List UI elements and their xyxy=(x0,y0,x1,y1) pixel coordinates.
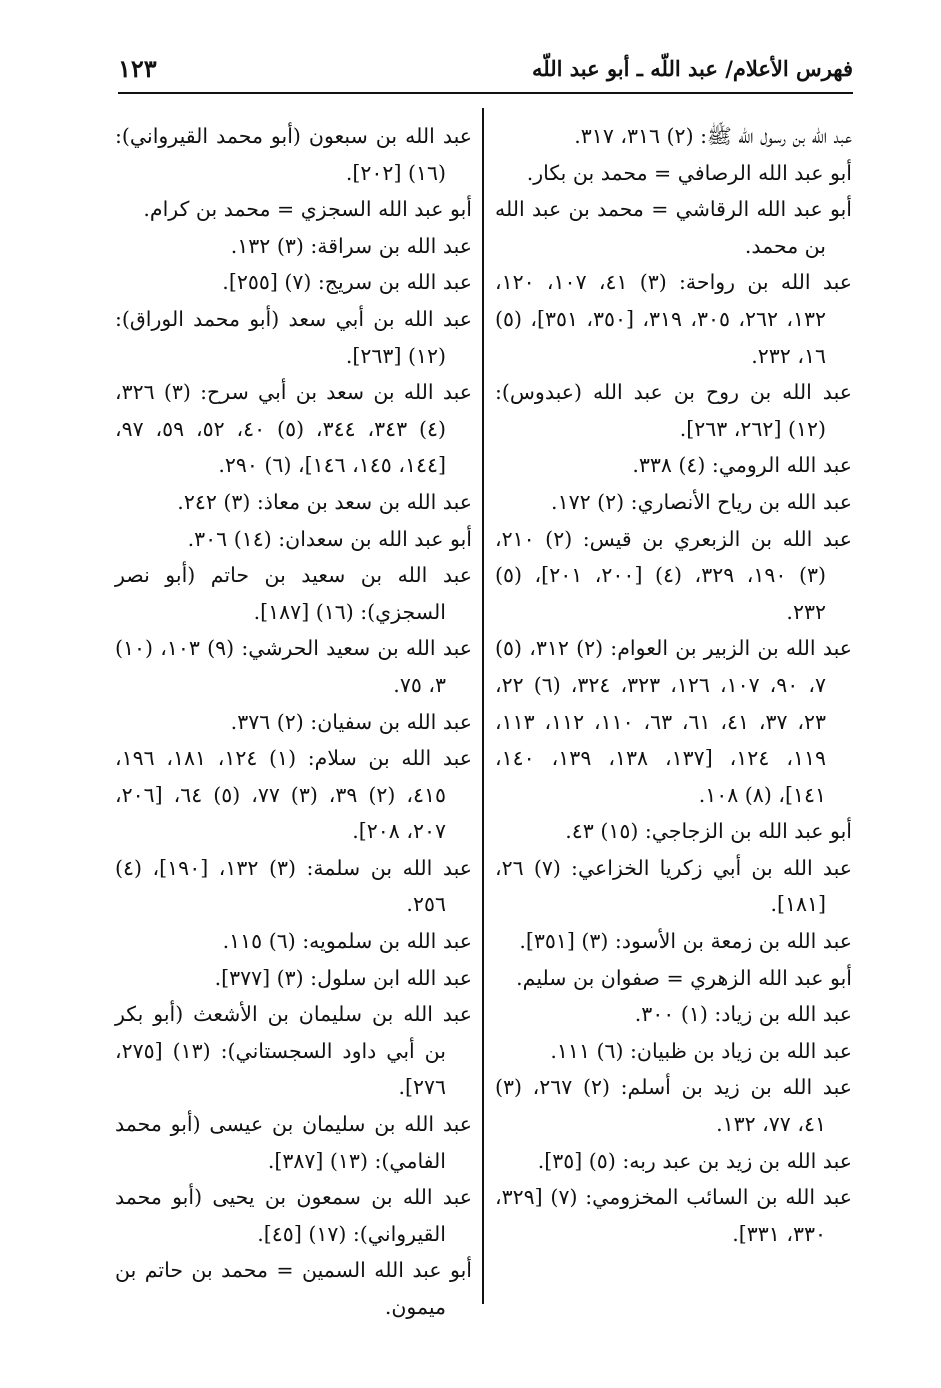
index-entry: أبو عبد الله الرصافي = محمد بن بكار. xyxy=(526,160,852,185)
index-entry: عبد الله بن زياد: (١) ٣٠٠. xyxy=(634,1002,852,1027)
index-entry: عبد الله بن سراقة: (٣) ١٣٢. xyxy=(230,233,472,258)
index-entry: أبو عبد الله بن الزجاجي: (١٥) ٤٣. xyxy=(565,819,852,844)
index-entry: عبد الله بن سلمويه: (٦) ١١٥. xyxy=(222,929,472,954)
index-entry: أبو عبد الله بن سعدان: (١٤) ٣٠٦. xyxy=(187,526,472,551)
index-entry: عبد الله بن سليمان بن عيسى (أبو محمد الفامي): (١٣) [٣٨٧]. xyxy=(115,1112,472,1173)
running-header xyxy=(118,52,853,94)
index-entry: عبد الله بن رسول الله ﷺ: (٢) ٣١٦، ٣١٧. xyxy=(574,124,852,148)
index-entry: عبد الله بن السائب المخزومي: (٧) [٣٢٩، ٣٣٠، ٣٣١]. xyxy=(495,1185,852,1246)
index-entry: عبد الله بن زمعة بن الأسود: (٣) [٣٥١]. xyxy=(519,929,852,954)
index-entry: عبد الله بن سعد بن معاذ: (٣) ٢٤٢. xyxy=(177,489,472,514)
index-entry: عبد الله بن سبعون (أبو محمد القيرواني): (١٦) [٢٠٢]. xyxy=(115,124,472,185)
index-entry: عبد الله بن سريج: (٧) [٢٥٥]. xyxy=(222,270,472,295)
index-entry: عبد الله بن سليمان بن الأشعث (أبو بكر بن أبي داود السجستاني): (١٣) [٢٧٥، ٢٧٦]. xyxy=(115,1002,472,1100)
index-entry: عبد الله بن زيد بن عبد ربه: (٥) [٣٥]. xyxy=(537,1148,852,1173)
index-entry: عبد الله بن أبي سعد (أبو محمد الوراق): (١٢) [٢٦٣]. xyxy=(115,306,472,368)
index-entry: عبد الله بن روح بن عبد الله (عبدوس): (١٢) [٢٦٢، ٢٦٣]. xyxy=(495,380,852,441)
index-entry: عبد الله بن سعيد الحرشي: (٩) ١٠٣، (١٠) ٣، ٧٥. xyxy=(115,636,472,697)
index-entry: أبو عبد الله الزهري = صفوان بن سليم. xyxy=(516,965,852,990)
page-number: ١٢٣ xyxy=(118,54,157,83)
index-entry: عبد الله بن رواحة: (٣) ٤١، ١٠٧، ١٢٠، ١٣٢، ٢٦٢، ٣٠٥، ٣١٩، [٣٥٠، ٣٥١]، (٥) ١٦، ٢٣٢. xyxy=(495,270,853,368)
index-entry: أبو عبد الله الرقاشي = محمد بن عبد الله بن محمد. xyxy=(495,197,852,258)
index-entry: عبد الله ابن سلول: (٣) [٣٧٧]. xyxy=(214,965,472,990)
index-entry: عبد الله بن سعيد بن حاتم (أبو نصر السجزي): (١٦) [١٨٧]. xyxy=(115,563,472,624)
header-title: فهرس الأعلام/ عبد اللّه ـ أبو عبد اللّه xyxy=(531,56,853,81)
index-entry: عبد الله الرومي: (٤) ٣٣٨. xyxy=(632,453,852,478)
index-entry: أبو عبد الله السمين = محمد بن حاتم بن ميمون. xyxy=(115,1258,472,1319)
index-entry: عبد الله بن أبي زكريا الخزاعي: (٧) ٢٦، [١٨١]. xyxy=(495,855,852,917)
left-column xyxy=(115,118,472,1326)
index-entry: عبد الله بن الزبير بن العوام: (٢) ٣١٢، (٥) ٧، ٩٠، ١٠٧، ١٢٦، ٣٢٣، ٣٢٤، (٦) ٢٢، ٢٣، ٣٧، ٤١، ٦١، ٦٣، ١١٠، ١١٢، ١١٣، ١١٩، ١٢٤، [١٣٧، ١٣٨، ١٣٩، ١٤٠، ١٤١]، (٨) ١٠٨. xyxy=(495,636,852,807)
index-entry: عبد الله بن زياد بن ظبيان: (٦) ١١١. xyxy=(550,1038,852,1063)
index-entry: عبد الله بن سعد بن أبي سرح: (٣) ٣٢٦، (٤) ٣٤٣، ٣٤٤، (٥) ٤٠، ٥٢، ٥٩، ٩٧، [١٤٤، ١٤٥، ١٤٦]، (٦) ٢٩٠. xyxy=(115,380,472,478)
index-entry: عبد الله بن زيد بن أسلم: (٢) ٢٦٧، (٣) ٤١، ٧٧، ١٣٢. xyxy=(495,1075,852,1137)
index-entry: عبد الله بن رياح الأنصاري: (٢) ١٧٢. xyxy=(551,489,852,514)
index-entry: عبد الله بن سلام: (١) ١٢٤، ١٨١، ١٩٦، ٤١٥، (٢) ٣٩، (٣) ٧٧، (٥) ٦٤، [٢٠٦، ٢٠٧، ٢٠٨]. xyxy=(115,746,472,844)
index-entry: عبد الله بن سلمة: (٣) ١٣٢، [١٩٠]، (٤) ٢٥٦. xyxy=(115,855,473,917)
index-entry: أبو عبد الله السجزي = محمد بن كرام. xyxy=(143,197,472,222)
column-divider xyxy=(482,108,484,1304)
right-column xyxy=(495,118,852,1252)
index-entry: عبد الله بن الزبعري بن قيس: (٢) ٢١٠، (٣) ١٩٠، ٣٢٩، (٤) [٢٠٠، ٢٠١]، (٥) ٢٣٢. xyxy=(495,526,852,624)
index-entry: عبد الله بن سفيان: (٢) ٣٧٦. xyxy=(230,709,472,734)
index-entry: عبد الله بن سمعون بن يحيى (أبو محمد القيرواني): (١٧) [٤٥]. xyxy=(115,1185,472,1246)
